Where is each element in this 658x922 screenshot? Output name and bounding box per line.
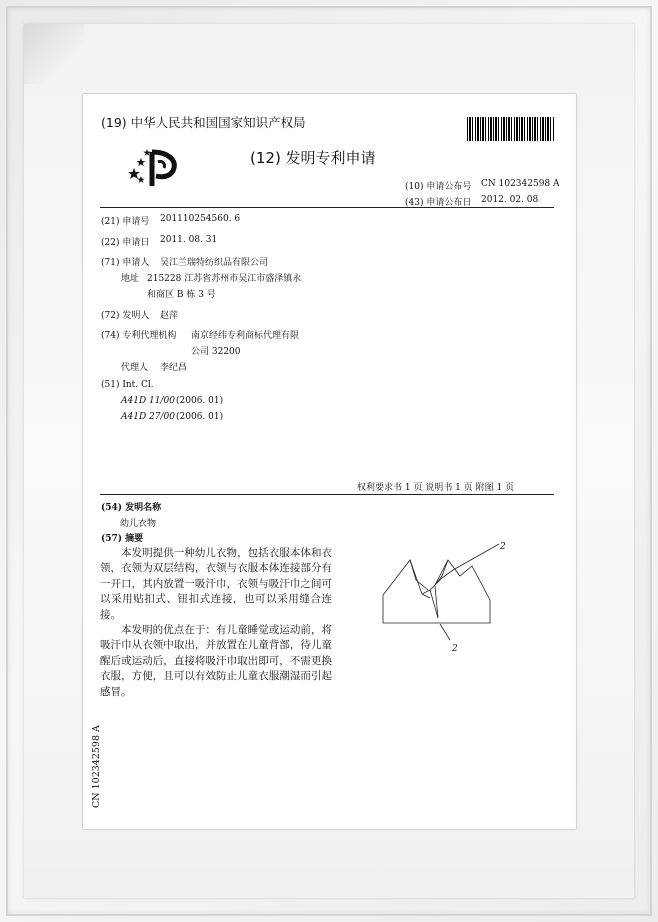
application-date: 2011. 08. 31 (160, 235, 218, 245)
agent-label: 代理人 (121, 363, 149, 373)
office-name: (19) 中华人民共和国国家知识产权局 (101, 115, 306, 130)
application-number: 201110254560. 6 (160, 214, 241, 224)
address-line-2: 和商区 B 栋 3 号 (147, 290, 216, 300)
int-cl-code: A41D 11/00 (121, 396, 175, 406)
publication-number-label: (10) 申请公布号 (405, 182, 472, 192)
application-number-label: (21) 申请号 (101, 217, 150, 227)
abstract-paragraph: 本发明的优点在于：有儿童睡觉或运动前，将吸汗巾从衣领中取出，并放置在儿童背部，待儿童醒后或运动后，直接将吸汗巾取出即可，不需更换衣服，方便，且可以有效防止儿童衣服潮湿而引起感冒。 (100, 624, 332, 698)
cnipa-emblem-icon (128, 146, 180, 190)
publication-date-label: (43) 申请公布日 (405, 198, 472, 208)
publication-number: CN 102342598 A (481, 179, 560, 189)
inventor-label: (72) 发明人 (101, 311, 150, 321)
barcode-icon (467, 117, 554, 141)
mat-bevel (24, 24, 84, 84)
invention-title: 幼儿衣物 (120, 519, 157, 529)
document-type: (12) 发明专利申请 (250, 149, 376, 167)
inventor: 赵萍 (160, 311, 179, 321)
abstract-label: (57) 摘要 (101, 534, 144, 544)
applicant-label: (71) 申请人 (101, 258, 150, 268)
title-label: (54) 发明名称 (101, 503, 162, 513)
garment-figure (378, 540, 518, 658)
page-counts: 权利要求书 1 页 说明书 1 页 附图 1 页 (357, 483, 515, 493)
header-rule (100, 207, 554, 208)
int-cl-label: (51) Int. Cl. (101, 380, 154, 390)
agency-line-1: 南京经纬专利商标代理有限 (191, 331, 300, 341)
agency-label: (74) 专利代理机构 (101, 331, 177, 341)
address-line-1: 215228 江苏省苏州市吴江市盛泽镇永 (147, 274, 302, 284)
side-publication-number: CN 102342598 A (91, 725, 102, 808)
address-label: 地址 (121, 274, 140, 284)
agent: 李纪昌 (160, 363, 188, 373)
figure-label: 2 (500, 542, 506, 552)
abstract-paragraph: 本发明提供一种幼儿衣物，包括衣服本体和衣领，衣领为双层结构，衣领与衣服本体连接部分有一开口，其内放置一吸汗巾，衣领与吸汗巾之间可以采用贴扣式、钮扣式连接，也可以采用缝合连接。 (100, 547, 332, 621)
applicant: 吴江兰瑞特纺织品有限公司 (160, 258, 269, 268)
agency-line-2: 公司 32200 (191, 347, 241, 357)
figure-label: 2 (452, 644, 458, 654)
int-cl-version: (2006. 01) (176, 412, 224, 422)
application-date-label: (22) 申请日 (101, 238, 150, 248)
publication-date: 2012. 02. 08 (481, 195, 539, 205)
int-cl-code: A41D 27/00 (121, 412, 175, 422)
section-rule (100, 494, 554, 495)
int-cl-version: (2006. 01) (176, 396, 224, 406)
abstract-body (100, 546, 332, 700)
